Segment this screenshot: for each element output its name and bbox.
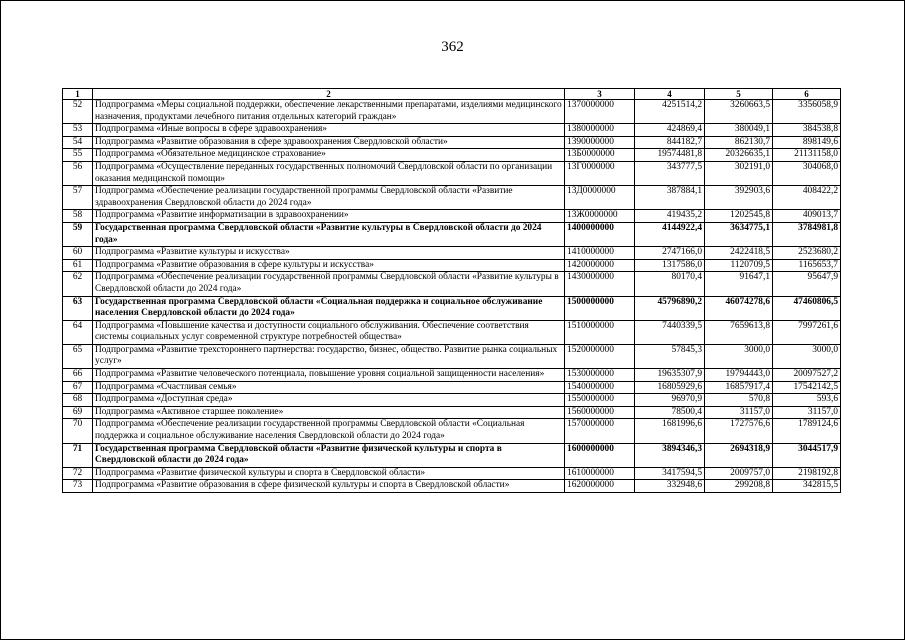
row-number: 66 — [63, 369, 93, 382]
row-number: 68 — [63, 394, 93, 407]
table-row — [63, 369, 841, 382]
table-row — [63, 443, 841, 467]
amount-col-6: 21131158,0 — [773, 149, 841, 162]
amount-col-6: 47460806,5 — [773, 296, 841, 320]
program-name: Подпрограмма «Активное старшее поколение» — [93, 406, 565, 419]
amount-col-4: 16805929,6 — [635, 381, 705, 394]
row-number: 54 — [63, 136, 93, 149]
table-row — [63, 394, 841, 407]
amount-col-5: 3000,0 — [705, 344, 773, 368]
program-name: Подпрограмма «Развитие культуры и искусства» — [93, 247, 565, 260]
amount-col-6: 3784981,8 — [773, 222, 841, 246]
page-number: 362 — [441, 39, 464, 55]
budget-code: 1610000000 — [565, 467, 635, 480]
budget-code: 1370000000 — [565, 100, 635, 124]
row-number: 59 — [63, 222, 93, 246]
amount-col-5: 16857917,4 — [705, 381, 773, 394]
amount-col-5: 19794443,0 — [705, 369, 773, 382]
amount-col-5: 2009757,0 — [705, 467, 773, 480]
table-row — [63, 222, 841, 246]
amount-col-6: 409013,7 — [773, 210, 841, 223]
amount-col-5: 2694318,9 — [705, 443, 773, 467]
amount-col-5: 302191,0 — [705, 161, 773, 185]
program-name: Подпрограмма «Доступная среда» — [93, 394, 565, 407]
amount-col-6: 3044517,9 — [773, 443, 841, 467]
budget-table — [62, 88, 841, 493]
table-row — [63, 419, 841, 443]
table-header-row — [63, 89, 841, 100]
program-name: Подпрограмма «Обеспечение реализации государственной программы Свердловской области «Развитие здравоохранения Свердловской области до 2024 года» — [93, 186, 565, 210]
budget-code: 1620000000 — [565, 480, 635, 493]
table-row — [63, 247, 841, 260]
table-row — [63, 296, 841, 320]
amount-col-4: 424869,4 — [635, 124, 705, 137]
amount-col-6: 17542142,5 — [773, 381, 841, 394]
amount-col-6: 1165653,7 — [773, 259, 841, 272]
amount-col-4: 19574481,8 — [635, 149, 705, 162]
program-name: Подпрограмма «Развитие образования в сфере физической культуры и спорта в Свердловской области» — [93, 480, 565, 493]
amount-col-4: 19635307,9 — [635, 369, 705, 382]
budget-code: 1510000000 — [565, 320, 635, 344]
amount-col-4: 7440339,5 — [635, 320, 705, 344]
amount-col-6: 95647,9 — [773, 272, 841, 296]
amount-col-6: 2198192,8 — [773, 467, 841, 480]
row-number: 61 — [63, 259, 93, 272]
row-number: 70 — [63, 419, 93, 443]
row-number: 60 — [63, 247, 93, 260]
amount-col-4: 80170,4 — [635, 272, 705, 296]
amount-col-4: 419435,2 — [635, 210, 705, 223]
budget-code: 1570000000 — [565, 419, 635, 443]
row-number: 64 — [63, 320, 93, 344]
budget-code: 13Г0000000 — [565, 161, 635, 185]
budget-code: 1390000000 — [565, 136, 635, 149]
budget-code: 1530000000 — [565, 369, 635, 382]
row-number: 53 — [63, 124, 93, 137]
budget-code: 1540000000 — [565, 381, 635, 394]
header-col-2: 2 — [93, 89, 565, 100]
amount-col-4: 332948,6 — [635, 480, 705, 493]
program-name: Подпрограмма «Обеспечение реализации государственной программы Свердловской области «Социальная поддержка и социальное обслуживание населения Свердловской области до 2024 года» — [93, 419, 565, 443]
amount-col-6: 898149,6 — [773, 136, 841, 149]
budget-code: 1600000000 — [565, 443, 635, 467]
amount-col-5: 1202545,8 — [705, 210, 773, 223]
row-number: 67 — [63, 381, 93, 394]
amount-col-5: 91647,1 — [705, 272, 773, 296]
amount-col-4: 387884,1 — [635, 186, 705, 210]
amount-col-6: 384538,8 — [773, 124, 841, 137]
amount-col-5: 862130,7 — [705, 136, 773, 149]
row-number: 55 — [63, 149, 93, 162]
table-row — [63, 186, 841, 210]
table-row — [63, 480, 841, 493]
amount-col-6: 20097527,2 — [773, 369, 841, 382]
budget-code: 13Б0000000 — [565, 149, 635, 162]
budget-code: 13Ж0000000 — [565, 210, 635, 223]
program-name: Государственная программа Свердловской области «Развитие культуры в Свердловской области до 2024 года» — [93, 222, 565, 246]
amount-col-4: 1681996,6 — [635, 419, 705, 443]
amount-col-4: 844182,7 — [635, 136, 705, 149]
amount-col-4: 4251514,2 — [635, 100, 705, 124]
program-name: Подпрограмма «Счастливая семья» — [93, 381, 565, 394]
amount-col-4: 57845,3 — [635, 344, 705, 368]
program-name: Подпрограмма «Развитие трехстороннего партнерства: государство, бизнес, общество. Развитие рынка социальных услуг» — [93, 344, 565, 368]
header-col-6: 6 — [773, 89, 841, 100]
budget-code: 1410000000 — [565, 247, 635, 260]
budget-code: 1380000000 — [565, 124, 635, 137]
amount-col-5: 7659613,8 — [705, 320, 773, 344]
amount-col-5: 2422418,5 — [705, 247, 773, 260]
budget-code: 1520000000 — [565, 344, 635, 368]
amount-col-5: 46074278,6 — [705, 296, 773, 320]
table-row — [63, 100, 841, 124]
program-name: Подпрограмма «Повышение качества и доступности социального обслуживания. Обеспечение соответствия системы социальных услуг современной структуре потребностей общества» — [93, 320, 565, 344]
header-col-3: 3 — [565, 89, 635, 100]
amount-col-6: 408422,2 — [773, 186, 841, 210]
row-number: 72 — [63, 467, 93, 480]
table-row — [63, 381, 841, 394]
program-name: Подпрограмма «Иные вопросы в сфере здравоохранения» — [93, 124, 565, 137]
amount-col-6: 1789124,6 — [773, 419, 841, 443]
amount-col-5: 3260663,5 — [705, 100, 773, 124]
row-number: 69 — [63, 406, 93, 419]
amount-col-4: 3894346,3 — [635, 443, 705, 467]
row-number: 62 — [63, 272, 93, 296]
program-name: Подпрограмма «Развитие человеческого потенциала, повышение уровня социальной защищенности населения» — [93, 369, 565, 382]
table-row — [63, 320, 841, 344]
amount-col-6: 593,6 — [773, 394, 841, 407]
header-col-1: 1 — [63, 89, 93, 100]
table-row — [63, 406, 841, 419]
amount-col-4: 2747166,0 — [635, 247, 705, 260]
amount-col-5: 1120709,5 — [705, 259, 773, 272]
amount-col-5: 392903,6 — [705, 186, 773, 210]
table-row — [63, 136, 841, 149]
amount-col-5: 31157,0 — [705, 406, 773, 419]
row-number: 57 — [63, 186, 93, 210]
amount-col-4: 4144922,4 — [635, 222, 705, 246]
row-number: 58 — [63, 210, 93, 223]
header-col-5: 5 — [705, 89, 773, 100]
row-number: 56 — [63, 161, 93, 185]
program-name: Подпрограмма «Меры социальной поддержки, обеспечение лекарственными препаратами, изделиями медицинского назначения, продуктами лечебного питания отдельных категорий граждан» — [93, 100, 565, 124]
budget-code: 1420000000 — [565, 259, 635, 272]
amount-col-6: 342815,5 — [773, 480, 841, 493]
budget-code: 1500000000 — [565, 296, 635, 320]
budget-code: 13Д0000000 — [565, 186, 635, 210]
row-number: 52 — [63, 100, 93, 124]
header-col-4: 4 — [635, 89, 705, 100]
amount-col-6: 3000,0 — [773, 344, 841, 368]
amount-col-4: 96970,9 — [635, 394, 705, 407]
amount-col-4: 343777,5 — [635, 161, 705, 185]
row-number: 63 — [63, 296, 93, 320]
amount-col-4: 78500,4 — [635, 406, 705, 419]
budget-code: 1400000000 — [565, 222, 635, 246]
table-row — [63, 259, 841, 272]
amount-col-5: 20326635,1 — [705, 149, 773, 162]
program-name: Государственная программа Свердловской области «Развитие физической культуры и спорта в Свердловской области до 2024 года» — [93, 443, 565, 467]
amount-col-4: 1317586,0 — [635, 259, 705, 272]
amount-col-5: 3634775,1 — [705, 222, 773, 246]
amount-col-6: 31157,0 — [773, 406, 841, 419]
amount-col-5: 380049,1 — [705, 124, 773, 137]
amount-col-6: 2523680,2 — [773, 247, 841, 260]
row-number: 65 — [63, 344, 93, 368]
amount-col-4: 45796890,2 — [635, 296, 705, 320]
amount-col-5: 1727576,6 — [705, 419, 773, 443]
budget-code: 1550000000 — [565, 394, 635, 407]
table-row — [63, 344, 841, 368]
amount-col-5: 570,8 — [705, 394, 773, 407]
table-row — [63, 149, 841, 162]
table-row — [63, 124, 841, 137]
program-name: Подпрограмма «Развитие физической культуры и спорта в Свердловской области» — [93, 467, 565, 480]
row-number: 71 — [63, 443, 93, 467]
row-number: 73 — [63, 480, 93, 493]
budget-code: 1430000000 — [565, 272, 635, 296]
table-row — [63, 272, 841, 296]
table-row — [63, 210, 841, 223]
program-name: Государственная программа Свердловской области «Социальная поддержка и социальное обслуживание населения Свердловской области до 2024 года» — [93, 296, 565, 320]
program-name: Подпрограмма «Развитие образования в сфере культуры и искусства» — [93, 259, 565, 272]
amount-col-6: 304068,0 — [773, 161, 841, 185]
table-row — [63, 161, 841, 185]
table-row — [63, 467, 841, 480]
budget-code: 1560000000 — [565, 406, 635, 419]
amount-col-5: 299208,8 — [705, 480, 773, 493]
amount-col-6: 7997261,6 — [773, 320, 841, 344]
program-name: Подпрограмма «Развитие информатизации в здравоохранении» — [93, 210, 565, 223]
program-name: Подпрограмма «Обеспечение реализации государственной программы Свердловской области «Развитие культуры в Свердловской области до 2024 года» — [93, 272, 565, 296]
amount-col-4: 3417594,5 — [635, 467, 705, 480]
program-name: Подпрограмма «Развитие образования в сфере здравоохранения Свердловской области» — [93, 136, 565, 149]
program-name: Подпрограмма «Осуществление переданных государственных полномочий Свердловской области по организации оказания медицинской помощи» — [93, 161, 565, 185]
amount-col-6: 3356058,9 — [773, 100, 841, 124]
program-name: Подпрограмма «Обязательное медицинское страхование» — [93, 149, 565, 162]
